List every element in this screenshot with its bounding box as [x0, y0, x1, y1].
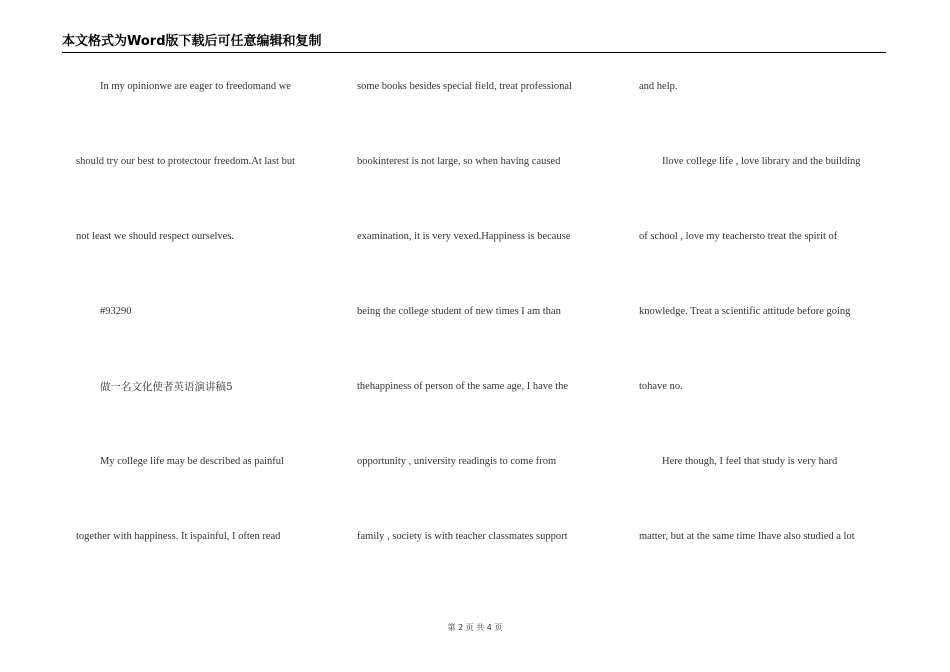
- text-line: Ilove college life , love library and the building: [662, 156, 861, 167]
- text-line: thehappiness of person of the same age, I have the: [357, 381, 569, 392]
- text-line: of school , love my teachersto treat the spirit of: [639, 231, 838, 242]
- header-title: 本文格式为Word版下载后可任意编辑和复制: [62, 34, 322, 49]
- text-line: #93290: [100, 306, 132, 317]
- text-line: matter, but at the same time Ihave also studied a lot: [639, 531, 855, 542]
- text-line: some books besides special field, treat professional: [357, 81, 572, 92]
- text-line: should try our best to protectour freedom.At last but: [76, 156, 295, 167]
- text-line: being the college student of new times I am than: [357, 306, 561, 317]
- text-line: My college life may be described as painful: [100, 456, 284, 467]
- text-line: and help.: [639, 81, 678, 92]
- text-line: together with happiness. It ispainful, I often read: [76, 531, 281, 542]
- section-title: 做一名文化使者英语演讲稿5: [100, 381, 233, 393]
- text-line: Here though, I feel that study is very hard: [662, 456, 838, 467]
- text-line: examination, it is very vexed.Happiness is because: [357, 231, 571, 242]
- text-line: In my opinionwe are eager to freedomand we: [100, 81, 291, 92]
- page-number: 第 2 页 共 4 页: [447, 623, 503, 632]
- text-line: family , society is with teacher classmates support: [357, 531, 568, 542]
- page-header: [62, 34, 886, 53]
- text-line: bookinterest is not large, so when having caused: [357, 156, 561, 167]
- text-line: opportunity , university readingis to come from: [357, 456, 557, 467]
- text-line: knowledge. Treat a scientific attitude before going: [639, 306, 851, 317]
- text-line: tohave no.: [639, 381, 683, 392]
- text-line: not least we should respect ourselves.: [76, 231, 235, 242]
